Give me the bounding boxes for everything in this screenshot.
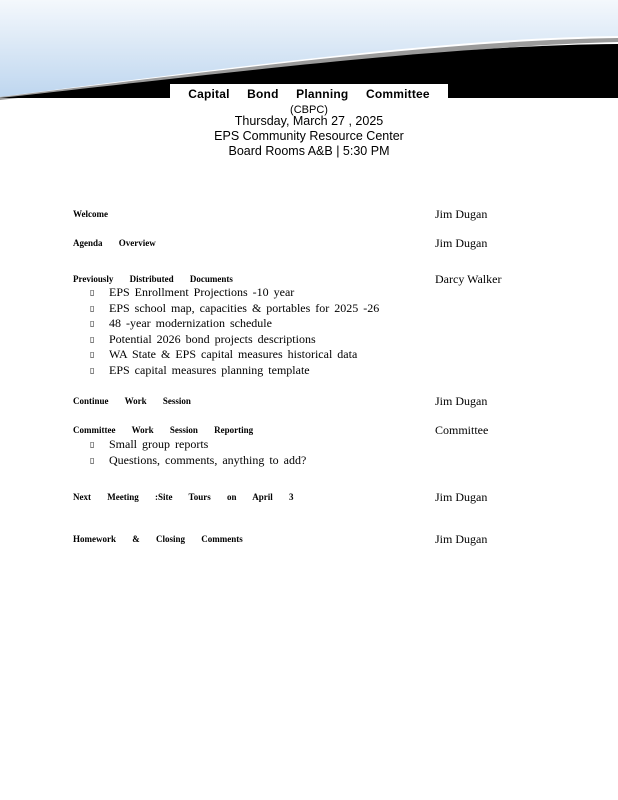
agenda-item-title: Previously Distributed Documents [73, 274, 233, 284]
bullet-icon: ▯ [90, 455, 95, 465]
document-list [90, 285, 379, 379]
agenda-item-title: Next Meeting :Site Tours on April 3 [73, 492, 294, 502]
committee-abbreviation: (CBPC) [290, 104, 328, 116]
list-item: ▯ EPS capital measures planning template [90, 362, 310, 377]
committee-title: Capital Bond Planning Committee [188, 87, 430, 101]
agenda-item-owner: Jim Dugan [435, 532, 488, 546]
agenda-item-title: Agenda Overview [73, 238, 156, 248]
meeting-date: Thursday, March 27 , 2025 [234, 114, 384, 128]
agenda-item-owner: Darcy Walker [435, 272, 502, 286]
agenda-item-title: Homework & Closing Comments [73, 534, 243, 544]
agenda-item-owner: Committee [435, 423, 489, 437]
agenda-item-owner: Jim Dugan [435, 394, 488, 408]
agenda-item-owner: Jim Dugan [435, 236, 488, 250]
list-item: ▯ Potential 2026 bond projects descriptions [90, 331, 316, 346]
bullet-icon: ▯ [90, 365, 95, 375]
list-item: ▯ Small group reports [90, 437, 209, 451]
bullet-icon: ▯ [90, 319, 95, 329]
meeting-room-time: Board Rooms A&B | 5:30 PM [228, 144, 390, 158]
agenda-item-owner: Jim Dugan [435, 490, 488, 504]
meeting-details [0, 114, 618, 159]
title-block [170, 84, 448, 116]
bullet-icon: ▯ [90, 334, 95, 344]
list-item: ▯ EPS school map, capacities & portables for 2025 -26 [90, 300, 380, 315]
meeting-location: EPS Community Resource Center [214, 129, 404, 143]
agenda-item-title: Continue Work Session [73, 396, 191, 406]
bullet-icon: ▯ [90, 288, 95, 297]
agenda-item-owner: Jim Dugan [435, 207, 488, 221]
list-item: ▯ EPS Enrollment Projections -10 year [90, 285, 295, 299]
agenda-item-title: Committee Work Session Reporting [73, 425, 254, 435]
bullet-icon: ▯ [90, 303, 95, 313]
list-item: ▯ WA State & EPS capital measures historical data [90, 347, 358, 362]
bullet-icon: ▯ [90, 440, 95, 449]
agenda-item-title: Welcome [73, 209, 108, 219]
reporting-list [90, 437, 306, 468]
list-item: ▯ Questions, comments, anything to add? [90, 452, 307, 467]
list-item: ▯ 48 -year modernization schedule [90, 316, 272, 331]
bullet-icon: ▯ [90, 350, 95, 360]
